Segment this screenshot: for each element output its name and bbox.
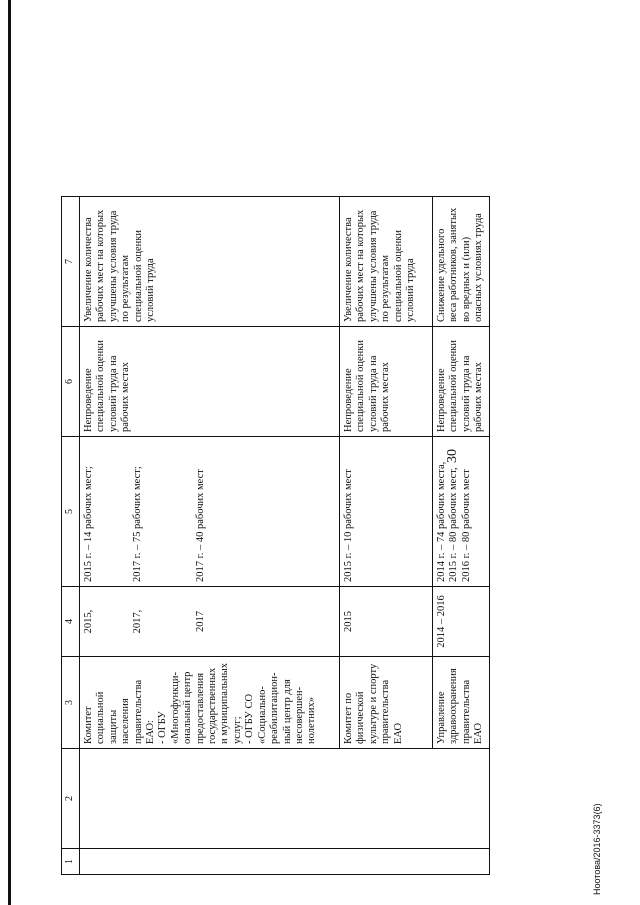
text-line: рабочих мест на которых bbox=[355, 209, 367, 322]
text-line: и муниципальных bbox=[219, 663, 231, 744]
term-line: 2014 – 2016 bbox=[436, 595, 447, 648]
text-line: рабочих местах bbox=[380, 362, 392, 432]
header-row bbox=[62, 197, 80, 875]
term-line: 2017, bbox=[132, 609, 144, 634]
indicator-line: 2015 г. – 10 рабочих мест bbox=[343, 469, 354, 582]
text-line: опасных условиях труда bbox=[473, 213, 485, 322]
header-cell: 6 bbox=[62, 327, 80, 437]
table-row bbox=[80, 197, 340, 875]
indicator-line: 2017 г. – 75 рабочих мест; bbox=[132, 466, 144, 582]
text-line: специальной оценки bbox=[448, 340, 460, 432]
text-line: специальной оценки bbox=[95, 340, 107, 432]
text-line: - ОГБУ bbox=[157, 711, 169, 744]
text-line: условий труда на bbox=[460, 355, 472, 432]
header-cell: 3 bbox=[62, 657, 80, 749]
result-cell bbox=[340, 197, 433, 327]
text-line: ональный центр bbox=[182, 671, 194, 744]
result-cell bbox=[80, 197, 340, 327]
text-line: улучшены условия труда bbox=[367, 210, 379, 322]
executor-cell bbox=[433, 657, 490, 749]
text-line: нолетних» bbox=[306, 697, 318, 744]
executor-cell bbox=[340, 657, 433, 749]
text-line: «Социально- bbox=[256, 686, 268, 744]
indicator-cell bbox=[433, 437, 490, 587]
indicator-line: 2016 г. – 80 рабочих мест bbox=[460, 469, 472, 582]
text-line: ный центр для bbox=[281, 679, 293, 744]
document-footer-code: Ноотова/2016-3373(6) bbox=[592, 803, 602, 895]
text-line: государственных bbox=[207, 667, 219, 744]
text-line: Непроведение bbox=[343, 368, 354, 432]
text-line: правительства bbox=[460, 679, 472, 744]
risk-cell bbox=[433, 327, 490, 437]
text-line: рабочих местах bbox=[473, 362, 485, 432]
text-line: Снижение удельного bbox=[436, 228, 447, 322]
term-cell bbox=[340, 587, 433, 657]
text-line: по результатам bbox=[380, 254, 392, 322]
text-line: улучшены условия труда bbox=[107, 210, 119, 322]
executor-cell bbox=[80, 657, 340, 749]
indicator-line: 2015 г. – 80 рабочих мест, bbox=[448, 467, 460, 582]
text-line: «Многофункци- bbox=[169, 672, 181, 744]
text-line: Непроведение bbox=[83, 368, 94, 432]
term-line: 2015, bbox=[83, 609, 94, 634]
text-line: веса работников, занятых bbox=[448, 207, 460, 322]
text-line: Управление bbox=[436, 691, 447, 744]
text-line: предоставления bbox=[194, 672, 206, 744]
term-line: 2017 bbox=[194, 611, 206, 632]
risk-cell bbox=[340, 327, 433, 437]
merged-cell-col2 bbox=[80, 749, 490, 849]
text-line: реабилитацион- bbox=[269, 672, 281, 744]
text-line: рабочих мест на которых bbox=[95, 209, 107, 322]
text-line: ЕАО bbox=[473, 722, 485, 744]
indicator-cell bbox=[340, 437, 433, 587]
text-line: условий труда на bbox=[367, 355, 379, 432]
risk-cell bbox=[80, 327, 340, 437]
text-line: Непроведение bbox=[436, 368, 447, 432]
header-cell: 2 bbox=[62, 749, 80, 849]
text-line: культуре и спорту bbox=[367, 663, 379, 744]
text-line: условий труда на bbox=[107, 355, 119, 432]
text-line: правительства bbox=[380, 679, 392, 744]
text-line: социальной bbox=[95, 691, 107, 744]
text-line: по результатам bbox=[120, 254, 132, 322]
text-line: - ОГБУ СО bbox=[244, 693, 256, 744]
text-line: Увеличение количества bbox=[83, 217, 94, 322]
indicator-cell bbox=[80, 437, 340, 587]
text-line: условий труда bbox=[405, 258, 417, 322]
term-cell bbox=[433, 587, 490, 657]
text-line: ЕАО: bbox=[145, 720, 157, 744]
measures-table bbox=[61, 196, 490, 875]
text-line: условий труда bbox=[145, 258, 157, 322]
text-line: населения bbox=[120, 698, 132, 744]
indicator-line: 2015 г. – 14 рабочих мест; bbox=[83, 466, 94, 582]
text-line: специальной оценки bbox=[355, 340, 367, 432]
header-cell: 1 bbox=[62, 849, 80, 875]
text-line: защиты bbox=[107, 709, 119, 744]
text-line: Комитет bbox=[83, 706, 94, 744]
text-line: услуг; bbox=[231, 716, 243, 744]
term-line: 2015 bbox=[343, 611, 354, 632]
text-line: несовершен- bbox=[293, 686, 305, 744]
header-cell: 5 bbox=[62, 437, 80, 587]
text-line: специальной оценки bbox=[392, 230, 404, 322]
indicator-line: 2017 г. – 40 рабочих мест bbox=[194, 469, 206, 582]
text-line: Комитет по bbox=[343, 692, 354, 744]
text-line: физической bbox=[355, 691, 367, 744]
merged-cell-col1 bbox=[80, 849, 490, 875]
text-line: правительства bbox=[132, 679, 144, 744]
text-line: ЕАО bbox=[392, 722, 404, 744]
text-line: рабочих местах bbox=[120, 362, 132, 432]
header-cell: 7 bbox=[62, 197, 80, 327]
header-cell: 4 bbox=[62, 587, 80, 657]
result-cell bbox=[433, 197, 490, 327]
text-line: Увеличение количества bbox=[343, 217, 354, 322]
indicator-line: 2014 г. – 74 рабочих места, bbox=[436, 461, 447, 582]
text-line: здравоохранения bbox=[448, 668, 460, 744]
text-line: специальной оценки bbox=[132, 230, 144, 322]
text-line: во вредных и (или) bbox=[460, 236, 472, 322]
page-number: 30 bbox=[445, 449, 460, 463]
term-cell bbox=[80, 587, 340, 657]
